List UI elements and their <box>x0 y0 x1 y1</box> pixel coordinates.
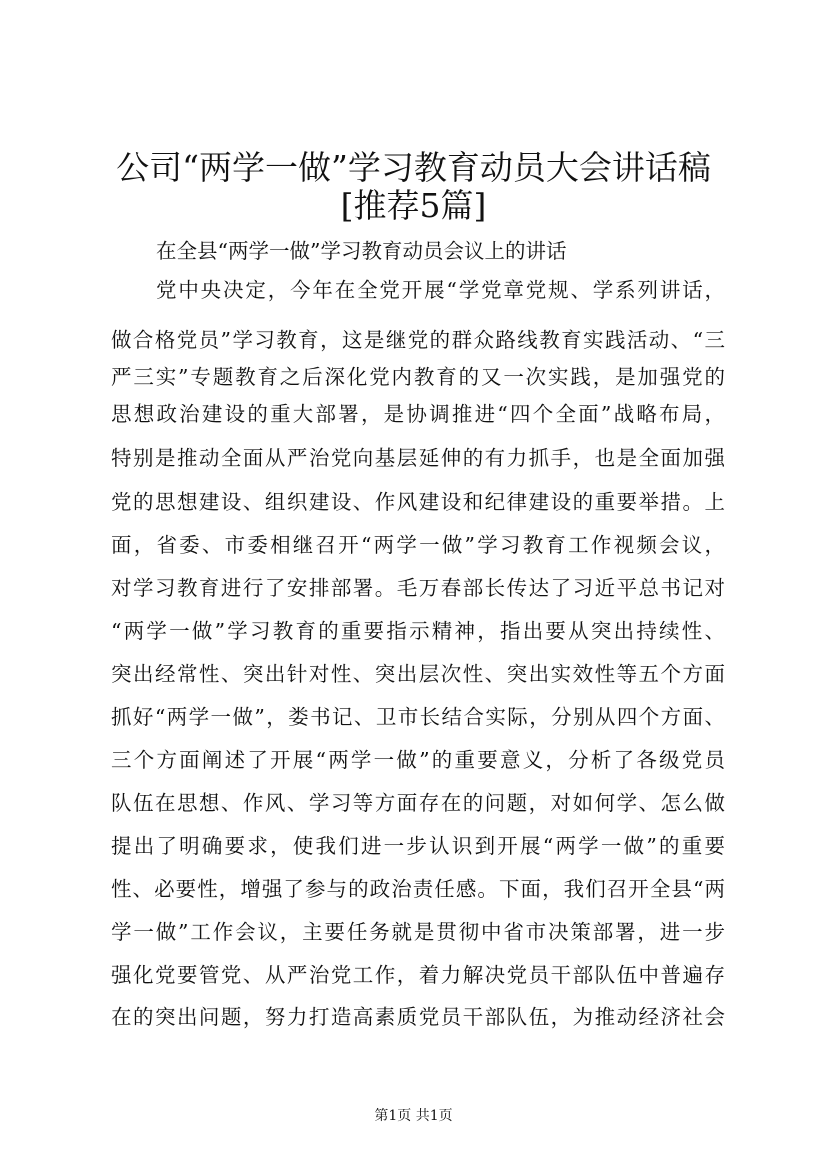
body-line-1: 党中央决定，今年在全党开展“学党章党规、学系列讲话， <box>156 278 725 302</box>
body-line-15: 性、必要性，增强了参与的政治责任感。下面，我们召开全县“两 <box>111 877 725 901</box>
body-line-17: 强化党要管党、从严治党工作，着力解决党员干部队伍中普遍存 <box>111 963 725 987</box>
body-line-6: 党的思想建设、组织建设、作风建设和纪律建设的重要举措。上 <box>111 490 725 514</box>
body-line-11: 抓好“两学一做”，娄书记、卫市长结合实际，分别从四个方面、 <box>111 705 725 729</box>
body-line-2: 做合格党员”学习教育，这是继党的群众路线教育实践活动、“三 <box>111 328 725 352</box>
body-line-12: 三个方面阐述了开展“两学一做”的重要意义，分析了各级党员 <box>111 748 725 772</box>
body-line-10: 突出经常性、突出针对性、突出层次性、突出实效性等五个方面 <box>111 662 725 686</box>
page-number-footer: 第1页 共1页 <box>374 1108 453 1124</box>
body-line-4: 思想政治建设的重大部署，是协调推进“四个全面”战略布局， <box>111 402 725 426</box>
body-line-8: 对学习教育进行了安排部署。毛万春部长传达了习近平总书记对 <box>111 576 725 600</box>
document-title-line-1: 公司“两学一做”学习教育动员大会讲话稿 <box>116 148 711 187</box>
speech-subheading: 在全县“两学一做”学习教育动员会议上的讲话 <box>156 239 567 263</box>
body-line-5: 特别是推动全面从严治党向基层延伸的有力抓手，也是全面加强 <box>111 446 725 470</box>
body-line-9: “两学一做”学习教育的重要指示精神，指出要从突出持续性、 <box>111 619 725 643</box>
body-line-16: 学一做”工作会议，主要任务就是贯彻中省市决策部署，进一步 <box>111 920 725 944</box>
body-line-7: 面，省委、市委相继召开“两学一做”学习教育工作视频会议， <box>111 533 725 557</box>
body-line-3: 严三实”专题教育之后深化党内教育的又一次实践，是加强党的 <box>111 365 725 389</box>
body-line-18: 在的突出问题，努力打造高素质党员干部队伍，为推动经济社会 <box>111 1005 725 1029</box>
body-line-14: 提出了明确要求，使我们进一步认识到开展“两学一做”的重要 <box>111 834 725 858</box>
body-line-13: 队伍在思想、作风、学习等方面存在的问题，对如何学、怎么做 <box>111 791 725 815</box>
document-title-line-2: [推荐5篇] <box>340 186 487 225</box>
